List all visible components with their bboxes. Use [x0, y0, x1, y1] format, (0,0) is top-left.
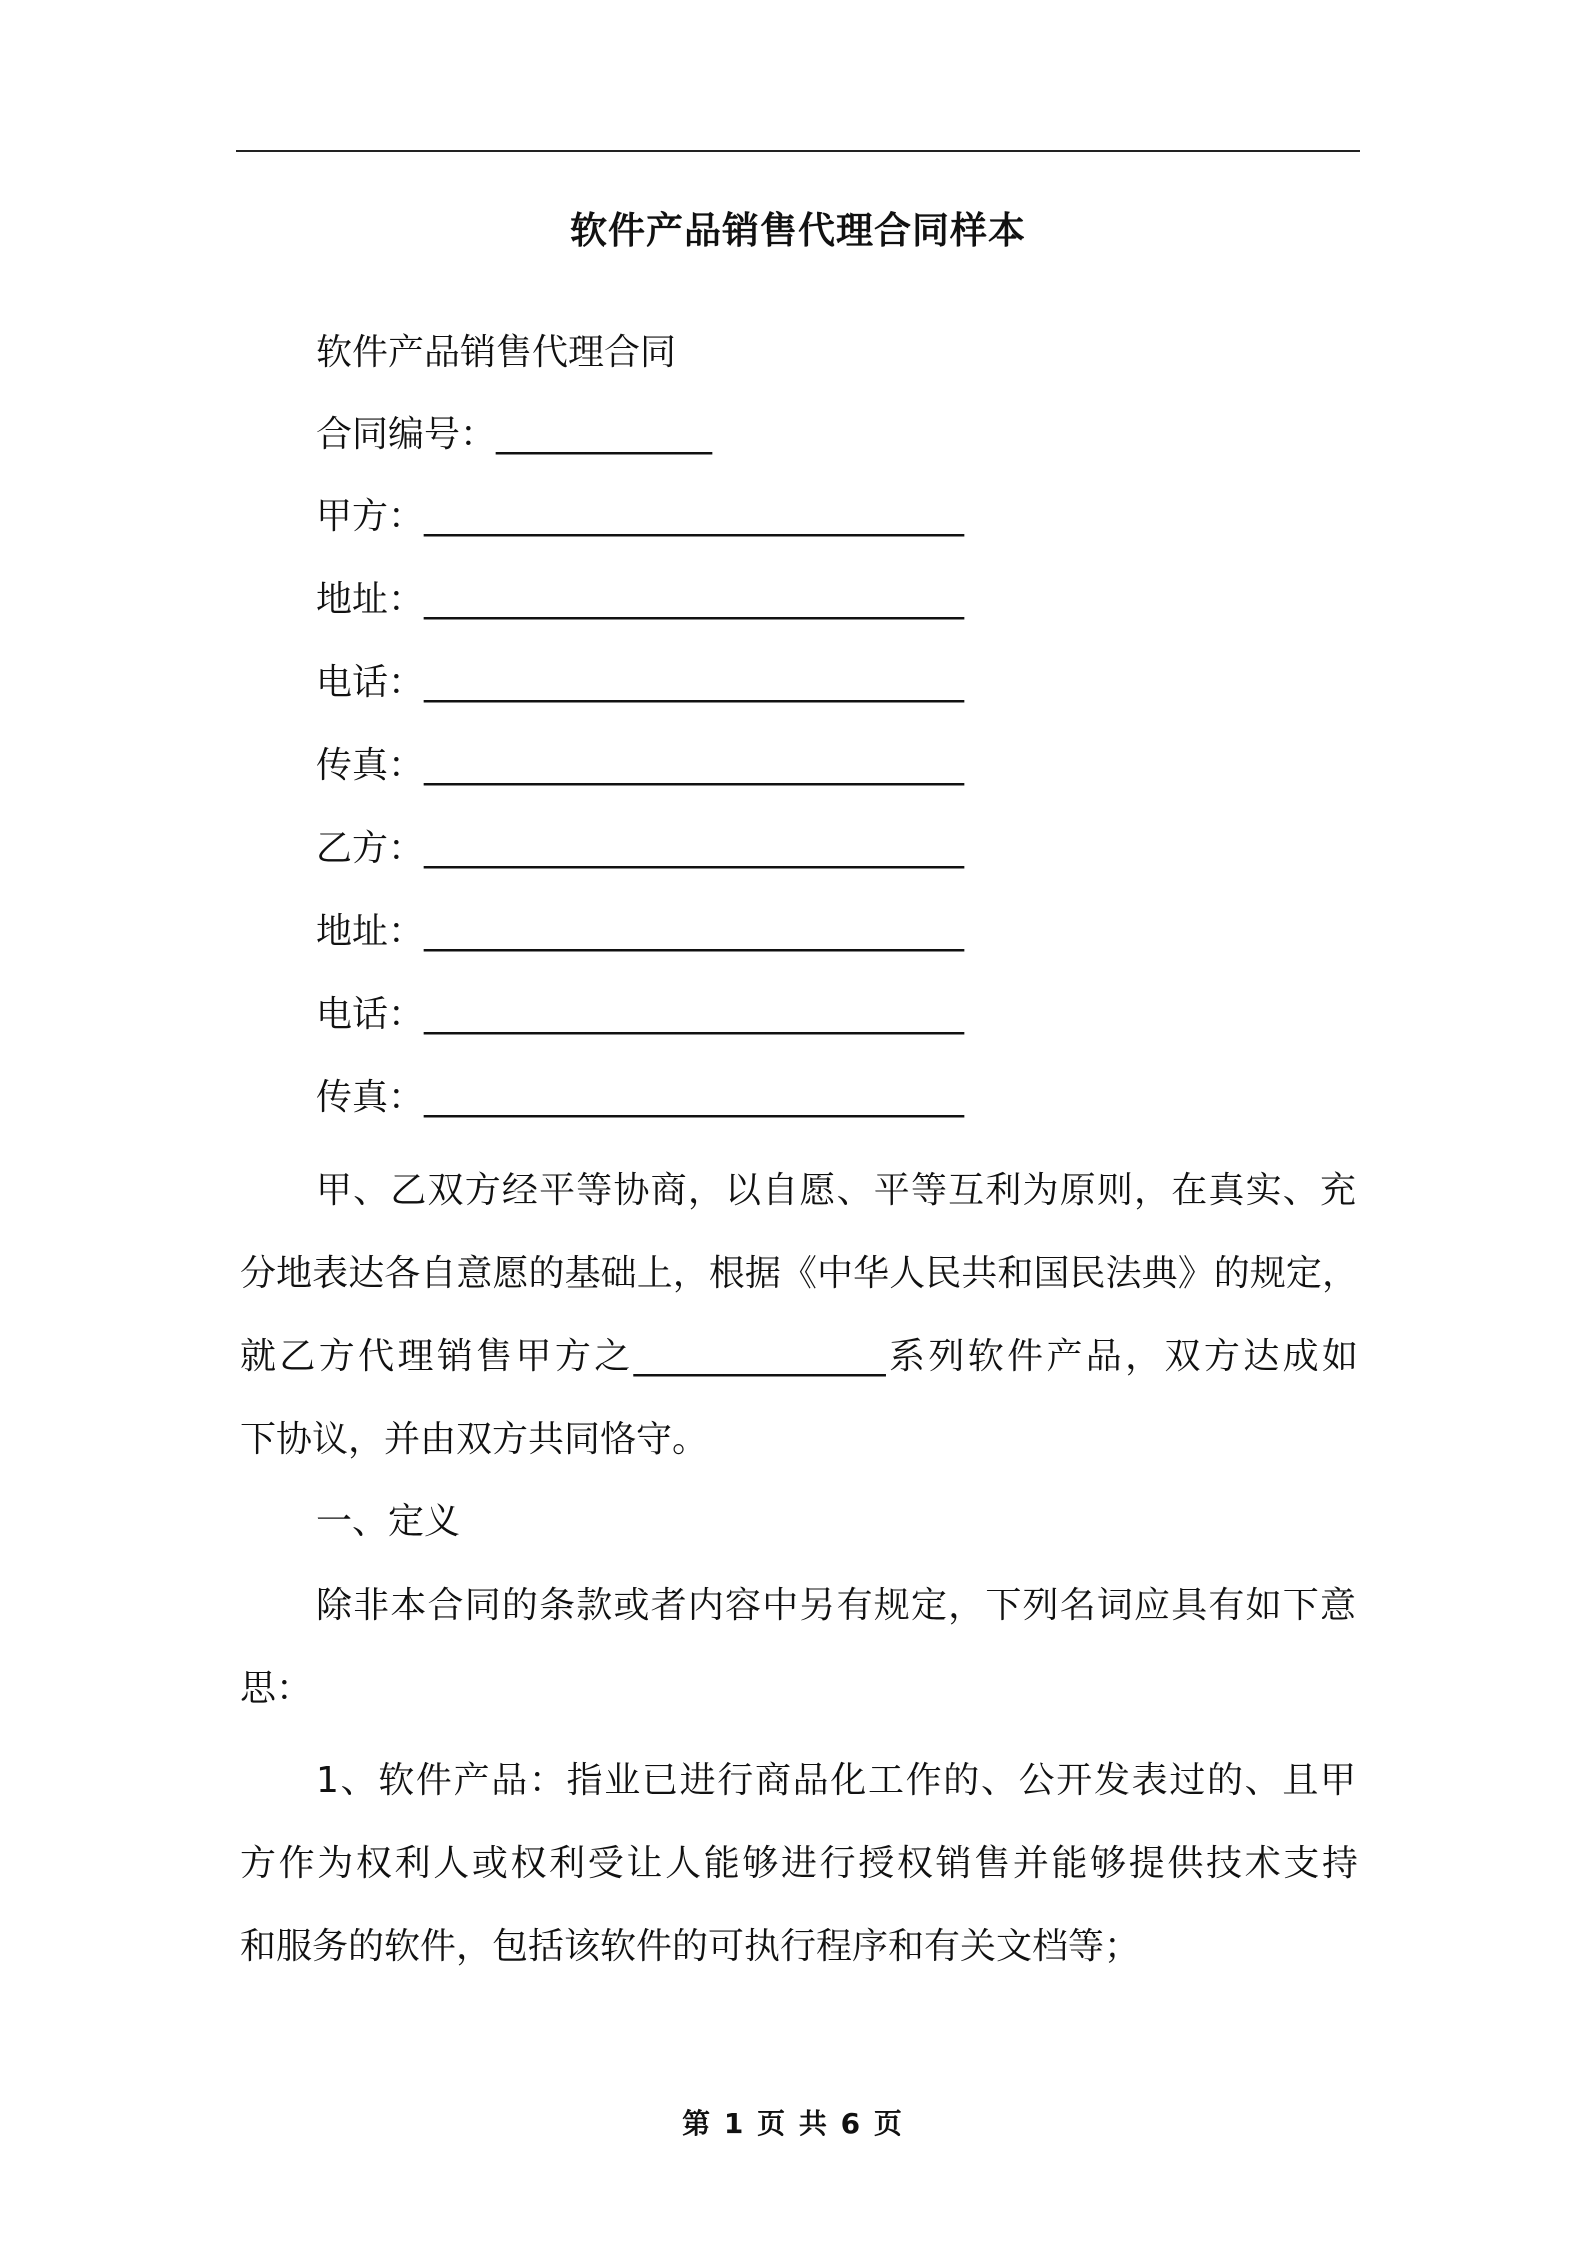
preamble-line-3: 就乙方代理销售甲方之______________系列软件产品，双方达成如	[240, 1336, 1358, 1377]
party-a-address-field	[316, 578, 964, 622]
page-number-footer: 第 1 页 共 6 页	[682, 2107, 904, 2140]
party-a-phone-label: 电话：	[316, 662, 425, 703]
party-a-name-field	[316, 495, 964, 539]
contract-number-blank: ____________	[496, 414, 713, 455]
party-b-name-label: 乙方：	[316, 828, 425, 869]
party-b-fax-blank: ______________________________	[424, 1077, 965, 1118]
party-a-name-label: 甲方：	[316, 496, 425, 537]
definition-1-line-1: 1、软件产品：指业已进行商品化工作的、公开发表过的、且甲	[316, 1760, 1356, 1801]
party-b-name-blank: ______________________________	[424, 828, 965, 869]
definition-intro-line-2: 思：	[240, 1668, 313, 1709]
party-b-phone-label: 电话：	[316, 994, 425, 1035]
party-b-name-field	[316, 827, 964, 871]
party-b-phone-blank: ______________________________	[424, 994, 965, 1035]
party-a-phone-blank: ______________________________	[424, 662, 965, 703]
document-title: 软件产品销售代理合同样本	[570, 209, 1026, 252]
contract-subtitle: 软件产品销售代理合同	[316, 332, 677, 373]
preamble-line-4: 下协议，并由双方共同恪守。	[240, 1419, 709, 1460]
preamble-line-2: 分地表达各自意愿的基础上，根据《中华人民共和国民法典》的规定，	[240, 1253, 1358, 1294]
party-a-fax-label: 传真：	[316, 745, 425, 786]
contract-number-label: 合同编号：	[316, 414, 497, 455]
party-b-fax-label: 传真：	[316, 1077, 425, 1118]
party-a-address-label: 地址：	[316, 579, 425, 620]
party-b-address-label: 地址：	[316, 911, 425, 952]
party-b-address-field	[316, 910, 964, 954]
party-b-fax-field	[316, 1076, 964, 1120]
party-b-address-blank: ______________________________	[424, 911, 965, 952]
definition-intro-line-1: 除非本合同的条款或者内容中另有规定，下列名词应具有如下意	[316, 1585, 1356, 1626]
party-a-name-blank: ______________________________	[424, 496, 965, 537]
party-a-fax-field	[316, 744, 964, 788]
section-heading-definitions: 一、定义	[316, 1501, 461, 1542]
party-a-phone-field	[316, 661, 964, 705]
contract-number-field	[316, 413, 712, 457]
party-a-address-blank: ______________________________	[424, 579, 965, 620]
definition-1-line-3: 和服务的软件，包括该软件的可执行程序和有关文档等；	[240, 1926, 1141, 1967]
definition-1-line-2: 方作为权利人或权利受让人能够进行授权销售并能够提供技术支持	[240, 1843, 1358, 1884]
party-b-phone-field	[316, 993, 964, 1037]
preamble-line-1: 甲、乙双方经平等协商，以自愿、平等互利为原则，在真实、充	[316, 1170, 1356, 1211]
header-rule	[236, 150, 1360, 152]
party-a-fax-blank: ______________________________	[424, 745, 965, 786]
